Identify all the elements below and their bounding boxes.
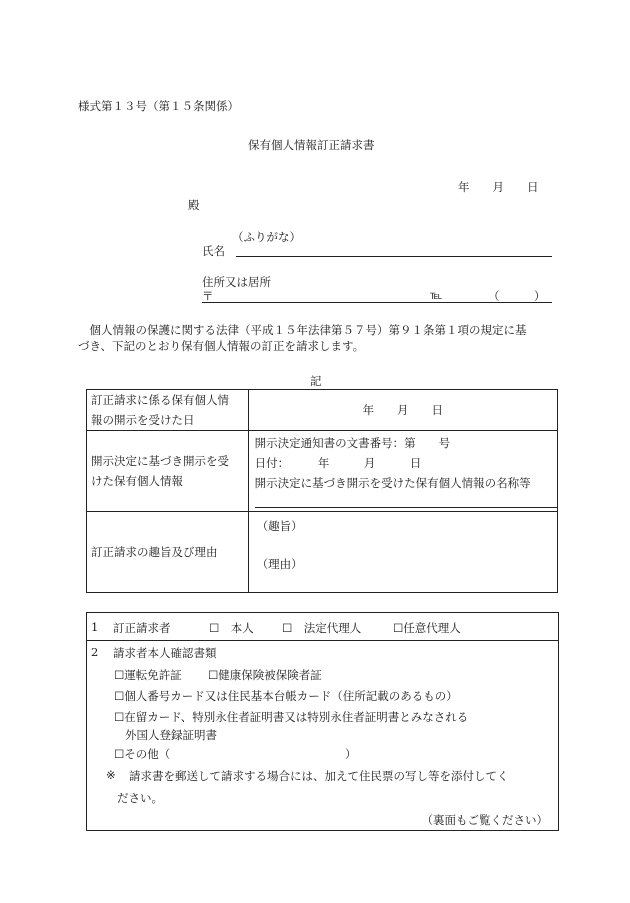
row1-value: 年 月 日: [248, 390, 557, 431]
item2-label: 請求者本人確認書類: [113, 646, 217, 660]
checkbox-my-number-card[interactable]: ☐個人番号カード又は住民基本台帳カード（住所記載のあるもの）: [114, 689, 458, 703]
other-close-paren: ）: [345, 747, 357, 761]
intro-line-2: づき、下記のとおり保有個人情報の訂正を請求します。: [78, 339, 365, 353]
info-name-underline: [255, 507, 557, 508]
reason-label: （理由）: [256, 557, 303, 571]
checkbox-voluntary-agent[interactable]: ☐任意代理人: [393, 621, 461, 635]
note-mark: ※: [106, 768, 116, 782]
note-line-1: 請求書を郵送して請求する場合には、加えて住民票の写し等を添付してく: [129, 769, 509, 783]
item2-number: 2: [91, 645, 99, 659]
postal-mark: 〒: [202, 289, 214, 303]
checkbox-driver-license[interactable]: ☐運転免許証: [114, 668, 182, 682]
note-line-2: ださい。: [117, 791, 163, 805]
name-label: 氏名: [202, 244, 225, 258]
row3-value: [248, 512, 557, 593]
ki-label: 記: [310, 374, 322, 388]
form-number: 様式第１３号（第１５条関係）: [78, 99, 239, 113]
address-label: 住所又は居所: [202, 275, 271, 289]
checkbox-other[interactable]: ☐その他（: [114, 747, 171, 761]
row1-label: 訂正請求に係る保有個人情 報の開示を受けた日: [87, 390, 249, 431]
table-row: [87, 390, 558, 431]
requester-box: [86, 612, 559, 831]
back-note: （裏面もご覧ください）: [421, 813, 548, 827]
page-title: 保有個人情報訂正請求書: [248, 138, 375, 152]
table-row: [87, 512, 558, 593]
row3-label: 訂正請求の趣旨及び理由: [87, 512, 249, 593]
notice-date-line: 日付： 年 月 日: [254, 456, 422, 470]
tel-mark: ℡: [430, 288, 443, 302]
addressee: 殿: [188, 198, 200, 212]
box-divider: [87, 640, 558, 641]
request-table: [86, 389, 558, 593]
intro-line-1: 個人情報の保護に関する法律（平成１５年法律第５７号）第９１条第１項の規定に基: [78, 323, 527, 337]
checkbox-legal-agent[interactable]: ☐ 法定代理人: [282, 621, 362, 635]
purpose-label: （趣旨）: [256, 519, 303, 533]
item1-number: 1: [91, 620, 99, 634]
info-name-line: 開示決定に基づき開示を受けた保有個人情報の名称等: [254, 476, 531, 490]
row2-value: [248, 431, 557, 512]
address-underline: [202, 302, 552, 303]
residence-card-cont: 外国人登録証明書: [125, 728, 217, 742]
table-row: [87, 431, 558, 512]
row2-label: 開示決定に基づき開示を受 けた保有個人情報: [87, 431, 249, 512]
checkbox-health-insurance[interactable]: ☐健康保険被保険者証: [208, 668, 322, 682]
item1-label: 訂正請求者: [113, 621, 171, 635]
name-underline: [236, 256, 552, 257]
notice-number-line: 開示決定通知書の文書番号：第 号: [254, 436, 451, 450]
checkbox-residence-card[interactable]: ☐在留カード、特別永住者証明書又は特別永住者証明書とみなされる: [114, 710, 469, 724]
furigana-label: （ふりがな）: [232, 230, 301, 244]
date-line: 年 月 日: [458, 180, 539, 194]
checkbox-self[interactable]: ☐ 本人: [209, 621, 254, 635]
tel-paren: （ ）: [488, 289, 546, 303]
